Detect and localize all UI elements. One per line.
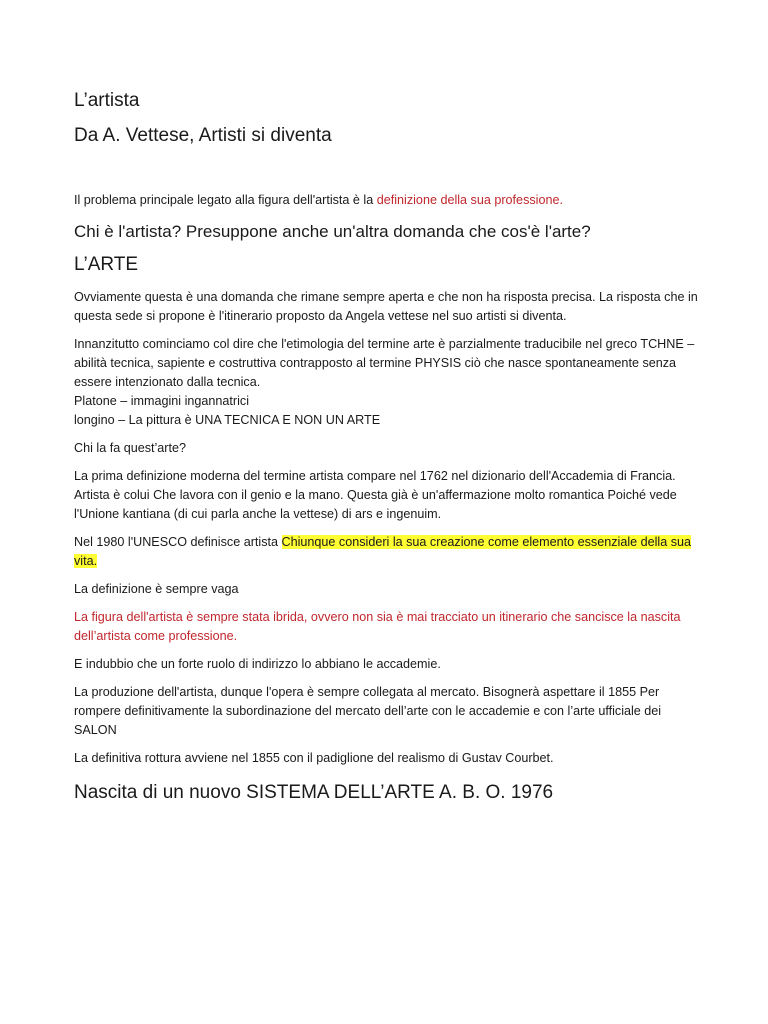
paragraph-produzione: La produzione dell'artista, dunque l'opera è sempre collegata al mercato. Bisognerà aspettare il 1855 Per rompere definitivamente la subordinazione del mercato dell’arte con le accademie e con l’arte ufficiale dei SALON: [74, 685, 662, 737]
doc-title: L’artista: [74, 90, 140, 111]
paragraph-prima-definizione: La prima definizione moderna del termine artista compare nel 1762 nel dizionario dell'Accademia di Francia. Artista è colui Che lavora con il genio e la mano. Questa già è un'affermazione molto romantica Poiché vede l'Unione kantiana (di cui parla anche la vettese) di ars e ingenuim.: [74, 469, 677, 521]
paragraph-problem: [74, 191, 704, 210]
longino-line: longino – La pittura è UNA TECNICA E NON UN ARTE: [74, 413, 381, 427]
paragraph-accademie: E indubbio che un forte ruolo di indirizzo lo abbiano le accademie.: [74, 657, 441, 671]
paragraph-figura-ibrida: La figura dell'artista è sempre stata ibrida, ovvero non sia è mai tracciato un itinerario che sancisce la nascita dell’artista come professione.: [74, 610, 681, 643]
platone-line: Platone – immagini ingannatrici: [74, 394, 250, 408]
paragraph-rottura: La definitiva rottura avviene nel 1855 con il padiglione del realismo di Gustav Courbet.: [74, 751, 554, 765]
paragraph-unesco-text: Nel 1980 l'UNESCO definisce artista: [74, 535, 282, 549]
paragraph-problem-text: Il problema principale legato alla figura dell'artista è la: [74, 193, 377, 207]
paragraph-etimologia: [74, 335, 704, 430]
paragraph-ovviamente: Ovviamente questa è una domanda che rimane sempre aperta e che non ha risposta precisa. La risposta che in questa sede si propone è l'itinerario proposto da Angela vettese nel suo artisti si diventa.: [74, 290, 698, 323]
red-emphasis: definizione della sua professione.: [376, 193, 563, 207]
paragraph-chi-la-fa: Chi la fa quest’arte?: [74, 441, 187, 455]
section-heading-nascita: Nascita di un nuovo SISTEMA DELL’ARTE A. B. O. 1976: [74, 782, 554, 803]
section-heading-arte: L’ARTE: [74, 254, 139, 275]
paragraph-definizione-vaga: La definizione è sempre vaga: [74, 582, 239, 596]
question-heading: Chi è l'artista? Presuppone anche un'altra domanda che cos'è l'arte?: [74, 222, 591, 241]
paragraph-unesco: [74, 533, 704, 571]
document-body: [74, 0, 704, 806]
highlighted-definition: Chiunque consideri la sua creazione come elemento essenziale della sua vita.: [74, 535, 692, 568]
paragraph-etimologia-text: Innanzitutto cominciamo col dire che l'etimologia del termine arte è parzialmente traducibile nel greco TCHNE – abilità tecnica, sapiente e costruttiva contrapposto al termine PHYSIS ciò che nasce spontaneamente senza essere intenzionato dalla tecnica.: [74, 337, 695, 389]
doc-subtitle: Da A. Vettese, Artisti si diventa: [74, 125, 332, 146]
